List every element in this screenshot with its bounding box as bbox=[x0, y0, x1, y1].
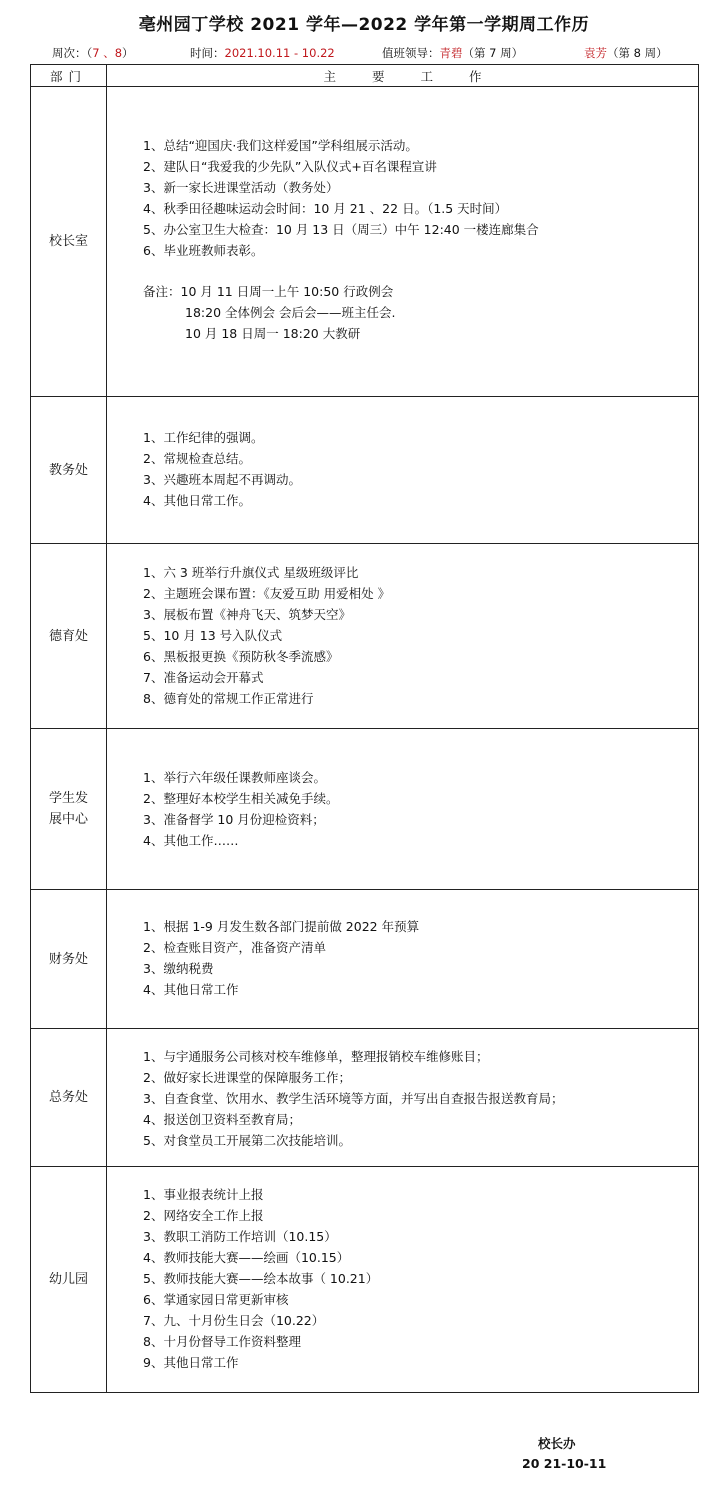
signature-office: 校长办 bbox=[538, 1436, 576, 1451]
list-item: 5、办公室卫生大检查：10 月 13 日（周三）中午 12:40 一楼连廊集合 bbox=[143, 222, 539, 237]
list-item: 7、准备运动会开幕式 bbox=[143, 670, 264, 685]
work-cell bbox=[107, 1029, 699, 1167]
list-item: 3、教职工消防工作培训（10.15） bbox=[143, 1229, 337, 1244]
list-item: 3、兴趣班本周起不再调动。 bbox=[143, 472, 301, 487]
list-item: 1、总结“迎国庆·我们这样爱国”学科组展示活动。 bbox=[143, 138, 418, 153]
section-row-student-dev bbox=[31, 729, 699, 890]
work-cell bbox=[107, 87, 699, 397]
work-calendar-table bbox=[30, 64, 699, 1393]
header-row bbox=[31, 65, 699, 87]
header-main-char: 工 bbox=[420, 68, 434, 84]
list-item: 2、常规检查总结。 bbox=[143, 451, 251, 466]
duty-info bbox=[382, 45, 523, 61]
list-item: 5、10 月 13 号入队仪式 bbox=[143, 628, 283, 643]
list-item: 1、事业报表统计上报 bbox=[143, 1187, 264, 1202]
list-item: 3、新一家长进课堂活动（教务处） bbox=[143, 180, 339, 195]
work-cell bbox=[107, 1167, 699, 1393]
work-list bbox=[107, 767, 698, 851]
work-list bbox=[107, 916, 698, 1000]
list-item: 3、缴纳税费 bbox=[143, 961, 214, 976]
header-main-char: 主 bbox=[323, 68, 336, 84]
dept-cell: 教务处 bbox=[31, 397, 107, 544]
list-item: 4、报送创卫资料至教育局； bbox=[143, 1112, 301, 1127]
work-cell bbox=[107, 397, 699, 544]
list-item: 2、建队日“我爱我的少先队”入队仪式+百名课程宣讲 bbox=[143, 159, 437, 174]
signature-date: 20 21-10-11 bbox=[522, 1456, 607, 1471]
list-item: 2、检查账目资产，准备资产清单 bbox=[143, 940, 326, 955]
header-main bbox=[107, 65, 699, 87]
section-row-academic bbox=[31, 397, 699, 544]
note-line: 备注：10 月 11 日周一上午 10:50 行政例会 bbox=[143, 284, 394, 299]
work-list bbox=[107, 562, 698, 709]
week-label: 周次：（ bbox=[52, 46, 93, 60]
time-info bbox=[190, 45, 335, 61]
week-value: 7 、8 bbox=[92, 46, 123, 60]
note-line: 18:20 全体例会 会后会——班主任会. bbox=[185, 305, 396, 320]
note-line: 10 月 18 日周一 18:20 大教研 bbox=[185, 326, 361, 341]
dept-cell bbox=[31, 729, 107, 890]
list-item: 4、其他日常工作 bbox=[143, 982, 239, 997]
page-title: 亳州园丁学校 2021 学年—2022 学年第一学期周工作历 bbox=[138, 15, 590, 35]
list-item: 3、自查食堂、饮用水、教学生活环境等方面，并写出自查报告报送教育局； bbox=[143, 1091, 564, 1106]
list-item: 1、根据 1-9 月发生数各部门提前做 2022 年预算 bbox=[143, 919, 420, 934]
dept-cell: 德育处 bbox=[31, 544, 107, 729]
list-item: 4、其他日常工作。 bbox=[143, 493, 251, 508]
list-item: 4、其他工作…… bbox=[143, 833, 239, 848]
header-main-char: 要 bbox=[371, 68, 385, 84]
list-item: 2、网络安全工作上报 bbox=[143, 1208, 264, 1223]
list-item: 1、举行六年级任课教师座谈会。 bbox=[143, 770, 326, 785]
section-row-finance bbox=[31, 890, 699, 1029]
list-item: 1、与宇通服务公司核对校车维修单，整理报销校车维修账目； bbox=[143, 1049, 489, 1064]
dept-cell: 财务处 bbox=[31, 890, 107, 1029]
section-row-general-affairs bbox=[31, 1029, 699, 1167]
schedule-meta bbox=[0, 45, 728, 63]
dept-label: 学生发展中心 bbox=[48, 791, 88, 827]
list-item: 3、准备督学 10 月份迎检资料； bbox=[143, 812, 325, 827]
dept-cell: 总务处 bbox=[31, 1029, 107, 1167]
work-list bbox=[107, 427, 698, 511]
section-row-principal bbox=[31, 87, 699, 397]
list-item: 6、掌通家园日常更新审核 bbox=[143, 1292, 289, 1307]
week-close: ） bbox=[122, 46, 134, 60]
duty-label: 值班领导： bbox=[382, 46, 440, 60]
work-list bbox=[107, 1046, 698, 1151]
time-label: 时间： bbox=[190, 46, 225, 60]
week-info bbox=[52, 45, 134, 61]
duty-1-name: 青碧 bbox=[439, 46, 463, 60]
notes bbox=[107, 281, 698, 344]
header-main-char: 作 bbox=[469, 68, 482, 84]
list-item: 2、做好家长进课堂的保障服务工作； bbox=[143, 1070, 351, 1085]
list-item: 4、教师技能大赛——绘画（10.15） bbox=[143, 1250, 350, 1265]
list-item: 4、秋季田径趣味运动会时间：10 月 21 、22 日。（1.5 天时间） bbox=[143, 201, 508, 216]
work-list bbox=[107, 1184, 698, 1373]
duty-2-name: 袁芳 bbox=[584, 46, 607, 60]
list-item: 8、德育处的常规工作正常进行 bbox=[143, 691, 314, 706]
work-cell bbox=[107, 544, 699, 729]
list-item: 1、六 3 班举行升旗仪式 星级班级评比 bbox=[143, 565, 359, 580]
dept-cell: 校长室 bbox=[31, 87, 107, 397]
duty-info-2 bbox=[584, 45, 668, 61]
work-cell bbox=[107, 890, 699, 1029]
list-item: 2、整理好本校学生相关减免手续。 bbox=[143, 791, 339, 806]
section-row-moral bbox=[31, 544, 699, 729]
list-item: 8、十月份督导工作资料整理 bbox=[143, 1334, 301, 1349]
time-value: 2021.10.11 - 10.22 bbox=[224, 46, 335, 60]
work-list bbox=[107, 135, 698, 261]
list-item: 5、对食堂员工开展第二次技能培训。 bbox=[143, 1133, 351, 1148]
work-cell bbox=[107, 729, 699, 890]
list-item: 7、九、十月份生日会（10.22） bbox=[143, 1313, 325, 1328]
list-item: 5、教师技能大赛——绘本故事（ 10.21） bbox=[143, 1271, 379, 1286]
section-row-kindergarten bbox=[31, 1167, 699, 1393]
list-item: 1、工作纪律的强调。 bbox=[143, 430, 264, 445]
list-item: 6、黑板报更换《预防秋冬季流感》 bbox=[143, 649, 339, 664]
dept-cell: 幼儿园 bbox=[31, 1167, 107, 1393]
list-item: 3、展板布置《神舟飞天、筑梦天空》 bbox=[143, 607, 351, 622]
duty-2-week: （第 8 周） bbox=[607, 46, 668, 60]
header-dept: 部门 bbox=[31, 65, 107, 87]
duty-1-week: （第 7 周） bbox=[462, 46, 524, 60]
list-item: 2、主题班会课布置：《友爱互助 用爱相处 》 bbox=[143, 586, 391, 601]
list-item: 9、其他日常工作 bbox=[143, 1355, 239, 1370]
list-item: 6、毕业班教师表彰。 bbox=[143, 243, 264, 258]
